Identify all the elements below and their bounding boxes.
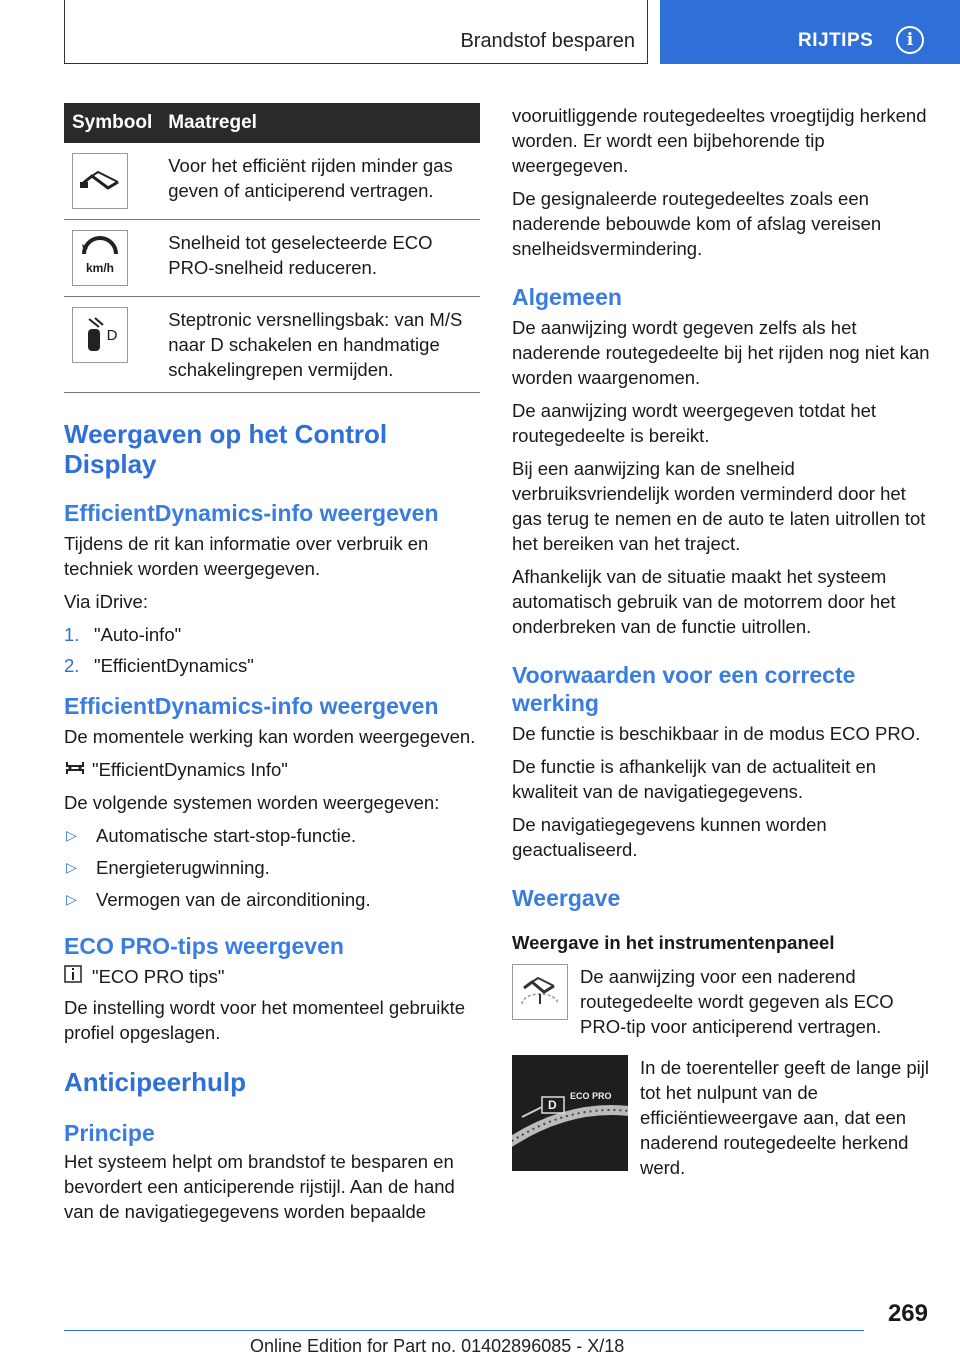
gear-selector-d-icon: D: [72, 307, 128, 363]
list-item: ▷ Vermogen van de airconditioning.: [66, 889, 371, 910]
list-item: ▷ Energieterugwinning.: [66, 857, 270, 878]
paragraph: Via iDrive:: [64, 591, 148, 612]
foot-pedal-icon: [72, 153, 128, 209]
right-column: [512, 103, 930, 1180]
paragraph: De aanwijzing wordt weergegeven totdat het routegedeelte is bereikt.: [512, 400, 877, 446]
paragraph: De volgende systemen worden weergegeven:: [64, 792, 440, 813]
heading-principe: Principe: [64, 1120, 155, 1146]
info-box-icon: [64, 964, 92, 989]
car-icon: [64, 757, 92, 782]
icon-line: "ECO PRO tips": [64, 964, 480, 989]
heading-control-display: Weergaven op het Control Display: [64, 419, 388, 479]
instr-block: [512, 964, 930, 1039]
header-chapter-tab[interactable]: [660, 0, 960, 64]
heading-voorwaarden: Voorwaarden voor een correcte werking: [512, 662, 856, 716]
left-column: [64, 103, 480, 1224]
table-cell-text: Steptronic versnellingsbak: van M/S naar D schakelen en handmatige schakelingrepen vermijden.: [160, 297, 480, 393]
paragraph: De gesignaleerde routegedeeltes zoals een naderende bebouwde kom of afslag vereisen snelheidsvermindering.: [512, 188, 882, 259]
table-row: [64, 220, 480, 297]
paragraph: De aanwijzing voor een naderend routegedeelte wordt gegeven als ECO PRO-tip voor anticiperend vertragen.: [580, 966, 894, 1037]
chapter-title: RIJTIPS: [798, 30, 874, 51]
paragraph: In de toerenteller geeft de lange pijl tot het nulpunt van de efficiëntieweergave aan, dat een naderend routegedeelte herkend werd.: [640, 1057, 930, 1178]
gauge-block: [512, 1055, 930, 1180]
symbol-table: [64, 103, 480, 393]
paragraph: De functie is afhankelijk van de actualiteit en kwaliteit van de navigatiegegevens.: [512, 756, 877, 802]
heading-anticipeerhulp: Anticipeerhulp: [64, 1067, 247, 1097]
list-item: 1. "Auto-info": [64, 624, 182, 645]
page-number: 269: [887, 1300, 928, 1327]
paragraph: vooruitliggende routegedeeltes vroegtijdig herkend worden. Er wordt een bijbehorende tip weergegeven.: [512, 105, 927, 176]
section-title: Brandstof besparen: [460, 30, 635, 52]
header-left-box: [64, 0, 648, 64]
subheading-instrumentenpaneel: Weergave in het instrumentenpaneel: [512, 932, 835, 953]
table-header-symbol: Symbool: [64, 103, 160, 143]
heading-efficientdynamics-info-1: EfficientDynamics-info weergeven: [64, 500, 439, 526]
speedometer-kmh-icon: km/h: [72, 230, 128, 286]
paragraph: Tijdens de rit kan informatie over verbruik en techniek worden weergegeven.: [64, 533, 429, 579]
heading-weergave: Weergave: [512, 885, 621, 911]
paragraph: De instelling wordt voor het momenteel gebruikte profiel opgeslagen.: [64, 997, 466, 1043]
gauge-eco-label: ECO PRO: [570, 1091, 612, 1101]
list-item: ▷ Automatische start-stop-functie.: [66, 825, 357, 846]
paragraph: Het systeem helpt om brandstof te besparen en bevordert een anticiperende rijstijl. Aan de hand van de navigatiegegevens worden bepaalde: [64, 1151, 455, 1222]
list-item: 2. "EfficientDynamics": [64, 655, 254, 676]
paragraph: De functie is beschikbaar in de modus ECO PRO.: [512, 723, 921, 744]
table-cell-text: Voor het efficiënt rijden minder gas geven of anticiperend vertragen.: [160, 143, 480, 220]
footer-divider: [64, 1330, 864, 1331]
table-row: [64, 143, 480, 220]
heading-efficientdynamics-info-2: EfficientDynamics-info weergeven: [64, 693, 439, 719]
paragraph: Bij een aanwijzing kan de snelheid verbruiksvriendelijk worden verminderd door het gas terug te nemen en de auto te laten uitrollen tot het bereiken van het traject.: [512, 458, 926, 554]
info-icon[interactable]: i: [896, 26, 924, 54]
table-header-action: Maatregel: [160, 103, 480, 143]
paragraph: De momentele werking kan worden weergegeven.: [64, 726, 476, 747]
heading-algemeen: Algemeen: [512, 284, 622, 310]
table-row: [64, 297, 480, 393]
gauge-d-label: D: [548, 1098, 557, 1112]
footer-edition: Online Edition for Part no. 01402896085 - X/18: [250, 1336, 625, 1356]
paragraph: De aanwijzing wordt gegeven zelfs als het naderende routegedeelte bij het rijden nog niet kan worden waargenomen.: [512, 317, 930, 388]
tachometer-image: [512, 1055, 628, 1171]
paragraph: Afhankelijk van de situatie maakt het systeem automatisch gebruik van de motorrem door het onderbreken van de functie uitrollen.: [512, 566, 896, 637]
heading-eco-pro-tips: ECO PRO-tips weergeven: [64, 933, 344, 959]
eco-pro-tip-icon: [512, 964, 568, 1020]
icon-line: "EfficientDynamics Info": [64, 757, 480, 782]
paragraph: De navigatiegegevens kunnen worden geactualiseerd.: [512, 814, 827, 860]
table-cell-text: Snelheid tot geselecteerde ECO PRO-snelheid reduceren.: [160, 220, 480, 297]
